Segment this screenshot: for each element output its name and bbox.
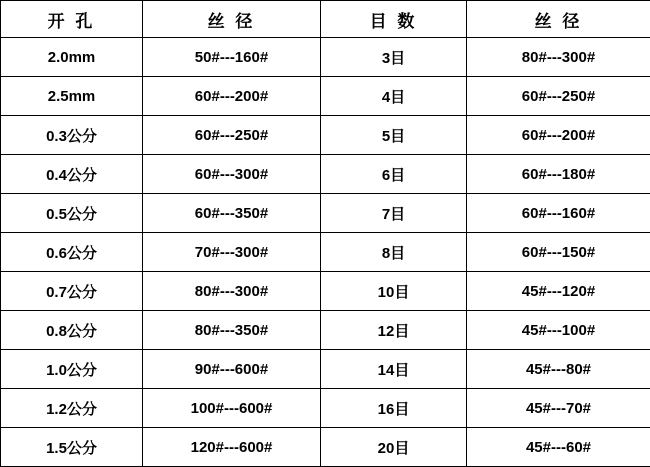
cell-aperture: 0.3公分 <box>1 116 143 155</box>
cell-aperture: 0.6公分 <box>1 233 143 272</box>
cell-wire-diameter-2: 45#---60# <box>467 428 650 467</box>
table-row <box>1 77 650 116</box>
cell-mesh-count: 10目 <box>321 272 467 311</box>
cell-wire-diameter-2: 45#---100# <box>467 311 650 350</box>
cell-wire-diameter-1: 100#---600# <box>143 389 321 428</box>
table-row <box>1 155 650 194</box>
table-row <box>1 194 650 233</box>
table-row <box>1 428 650 467</box>
cell-wire-diameter-1: 60#---250# <box>143 116 321 155</box>
table-row <box>1 116 650 155</box>
cell-wire-diameter-2: 60#---250# <box>467 77 650 116</box>
cell-aperture: 1.5公分 <box>1 428 143 467</box>
cell-mesh-count: 16目 <box>321 389 467 428</box>
cell-wire-diameter-1: 90#---600# <box>143 350 321 389</box>
cell-aperture: 0.8公分 <box>1 311 143 350</box>
cell-wire-diameter-2: 80#---300# <box>467 38 650 77</box>
cell-wire-diameter-1: 80#---300# <box>143 272 321 311</box>
table-row <box>1 38 650 77</box>
cell-aperture: 2.0mm <box>1 38 143 77</box>
column-header-wire-diameter-2: 丝 径 <box>467 1 650 38</box>
cell-wire-diameter-1: 120#---600# <box>143 428 321 467</box>
cell-wire-diameter-2: 60#---160# <box>467 194 650 233</box>
table-row <box>1 311 650 350</box>
cell-aperture: 2.5mm <box>1 77 143 116</box>
cell-wire-diameter-1: 60#---200# <box>143 77 321 116</box>
cell-wire-diameter-1: 70#---300# <box>143 233 321 272</box>
cell-wire-diameter-1: 60#---350# <box>143 194 321 233</box>
cell-aperture: 1.0公分 <box>1 350 143 389</box>
cell-aperture: 0.4公分 <box>1 155 143 194</box>
cell-mesh-count: 12目 <box>321 311 467 350</box>
table-row <box>1 350 650 389</box>
cell-wire-diameter-1: 60#---300# <box>143 155 321 194</box>
table-row <box>1 233 650 272</box>
cell-mesh-count: 4目 <box>321 77 467 116</box>
cell-mesh-count: 7目 <box>321 194 467 233</box>
column-header-aperture: 开 孔 <box>1 1 143 38</box>
cell-wire-diameter-1: 50#---160# <box>143 38 321 77</box>
cell-wire-diameter-2: 45#---120# <box>467 272 650 311</box>
table-body <box>1 38 650 467</box>
cell-aperture: 0.5公分 <box>1 194 143 233</box>
table-row <box>1 272 650 311</box>
cell-wire-diameter-2: 60#---180# <box>467 155 650 194</box>
cell-wire-diameter-2: 45#---70# <box>467 389 650 428</box>
table-row <box>1 389 650 428</box>
cell-aperture: 1.2公分 <box>1 389 143 428</box>
cell-mesh-count: 20目 <box>321 428 467 467</box>
cell-wire-diameter-2: 45#---80# <box>467 350 650 389</box>
column-header-wire-diameter-1: 丝 径 <box>143 1 321 38</box>
cell-mesh-count: 5目 <box>321 116 467 155</box>
cell-mesh-count: 14目 <box>321 350 467 389</box>
table-header-row <box>1 1 650 38</box>
cell-wire-diameter-2: 60#---150# <box>467 233 650 272</box>
cell-aperture: 0.7公分 <box>1 272 143 311</box>
cell-wire-diameter-2: 60#---200# <box>467 116 650 155</box>
cell-mesh-count: 6目 <box>321 155 467 194</box>
cell-wire-diameter-1: 80#---350# <box>143 311 321 350</box>
cell-mesh-count: 8目 <box>321 233 467 272</box>
column-header-mesh-count: 目 数 <box>321 1 467 38</box>
cell-mesh-count: 3目 <box>321 38 467 77</box>
